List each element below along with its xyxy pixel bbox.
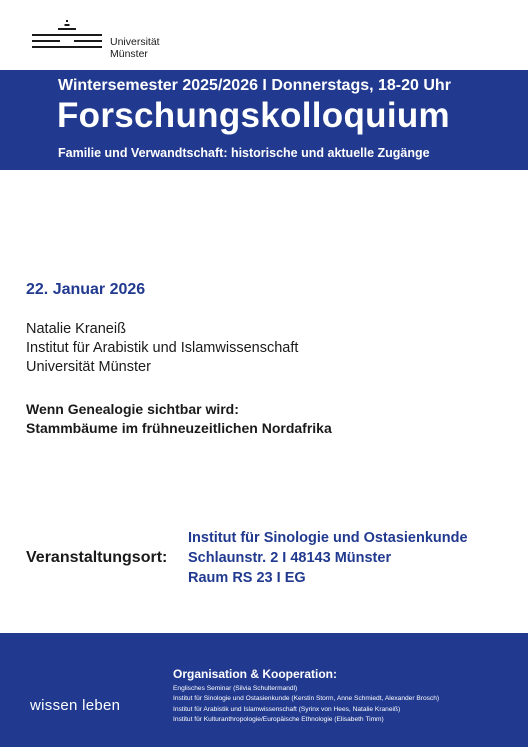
speaker-institute: Institut für Arabistik und Islamwissenschaft xyxy=(26,340,299,356)
organisation-item: Institut für Arabistik und Islamwissenschaft (Syrinx von Hees, Natalie Kraneiß) xyxy=(173,705,401,713)
university-logo-icon xyxy=(30,16,106,58)
organisation-item: Institut für Kulturanthropologie/Europäische Ethnologie (Elisabeth Timm) xyxy=(173,716,384,724)
organisation-item: Englisches Seminar (Silvia Schultermandl) xyxy=(173,685,298,692)
footer-band xyxy=(0,633,528,747)
venue-line-3: Raum RS 23 I EG xyxy=(188,570,306,586)
speaker-university: Universität Münster xyxy=(26,359,151,375)
logo-wordmark xyxy=(110,36,160,60)
venue-line-1: Institut für Sinologie und Ostasienkunde xyxy=(188,530,468,546)
organisation-heading: Organisation & Kooperation: xyxy=(173,667,338,681)
page-title: Forschungskolloquium xyxy=(57,96,450,135)
organisation-list xyxy=(173,684,439,726)
venue-label: Veranstaltungsort: xyxy=(26,549,168,566)
slogan: wissen leben xyxy=(30,697,121,714)
talk-title xyxy=(26,400,332,438)
logo-line-2: Münster xyxy=(110,48,148,60)
venue-address xyxy=(188,528,468,588)
talk-title-line-1: Wenn Genealogie sichtbar wird: xyxy=(26,401,239,417)
organisation-item: Institut für Sinologie und Ostasienkunde (Kerstin Storm, Anne Schmiedt, Alexander Brosch) xyxy=(173,695,440,703)
talk-title-line-2: Stammbäume im frühneuzeitlichen Nordafrika xyxy=(26,420,332,436)
speaker-name: Natalie Kraneiß xyxy=(26,321,126,337)
logo-line-1: Universität xyxy=(110,36,160,48)
speaker-block xyxy=(26,320,298,377)
header-band xyxy=(0,70,528,170)
page-subtitle: Familie und Verwandtschaft: historische und aktuelle Zugänge xyxy=(58,146,430,160)
venue-line-2: Schlaunstr. 2 I 48143 Münster xyxy=(188,550,392,566)
semester-info: Wintersemester 2025/2026 I Donnerstags, 18-20 Uhr xyxy=(58,77,451,94)
event-date: 22. Januar 2026 xyxy=(26,281,146,298)
university-logo xyxy=(30,16,175,62)
